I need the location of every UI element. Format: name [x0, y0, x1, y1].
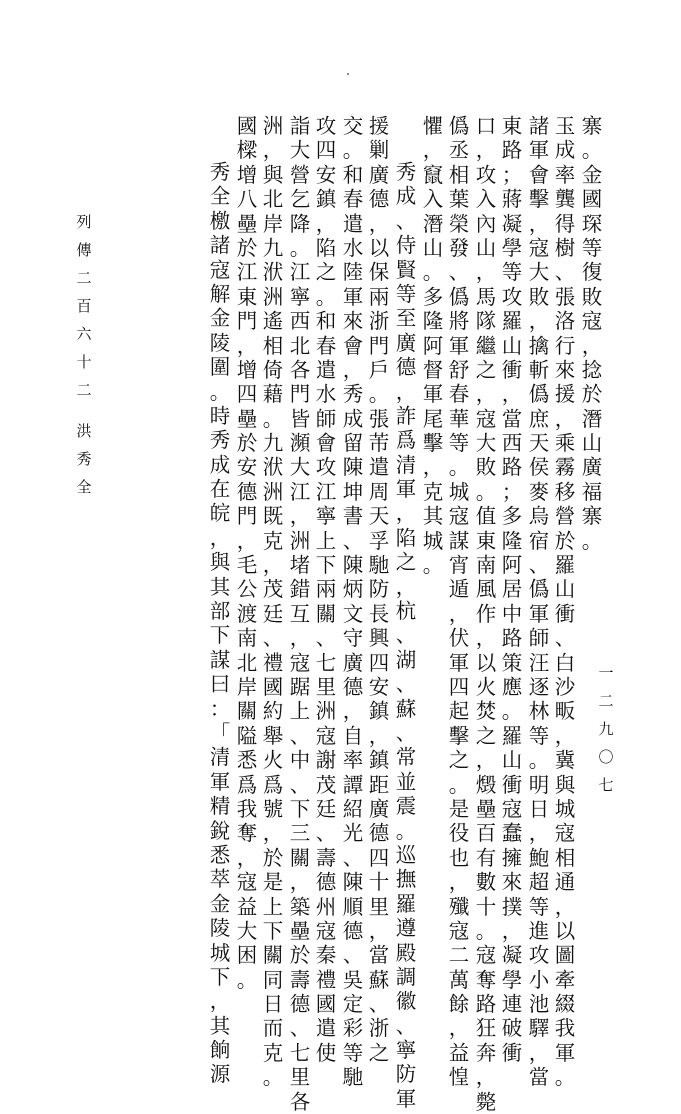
- text-column: 洲 ， 與 北 岸 九 洑 洲 遙 相 倚 藉 。 九 洑 洲 既 克 ， 茂 廷 、 禮 國 約 舉 火 爲 號 ， 於 是 上 下 關 同 日 而 克 。: [262, 114, 284, 1090]
- text-column: 秀 全 檄 諸 寇 解 金 陵 圍 。 時 秀 成 在 皖 ， 與 其 部 下 謀 曰 ： 「 清 軍 精 銳 悉 萃 金 陵 城 下 ， 其 餉 源: [209, 160, 231, 1087]
- page-number: 一 二 九 〇 七: [598, 664, 614, 794]
- text-column: 玉 成 率 龔 得 樹 、 張 洛 行 來 援 ， 乘 霧 移 營 於 羅 山 衝 、 白 沙 畈 ， 冀 與 城 寇 相 通 ， 以 圖 牽 綴 我 軍 。: [554, 114, 576, 1090]
- running-head-subject: 洪 秀 全: [76, 422, 92, 496]
- text-column: 交 。 和 春 遣 水 陸 軍 來 會 ， 秀 成 留 陳 坤 書 、 陳 炳 文 守 廣 德 ， 自 率 譚 紹 光 、 陳 順 德 、 吳 定 彩 等 馳: [342, 114, 364, 1090]
- print-speck: [347, 73, 349, 75]
- running-head-chapter: 列 傳 二 百 六 十 二: [76, 213, 92, 399]
- text-column: 秀 成 、 侍 賢 等 至 廣 德 ， 詐 爲 清 軍 ， 陷 之 ， 杭 、 湖 、 蘇 、 常 並 震 。 巡 撫 羅 遵 殿 調 徽 、 寧 防 軍: [395, 160, 417, 1111]
- text-column: 國 樑 增 八 壘 於 江 東 門 ， 增 四 壘 於 安 德 門 ， 毛 公 渡 南 北 岸 關 隘 悉 爲 我 奪 ， 寇 益 大 困 。: [236, 114, 258, 992]
- text-column: 懼 ， 竄 入 潛 山 。 多 隆 阿 督 軍 尾 擊 ， 克 其 城 。: [422, 114, 444, 578]
- text-column: 攻 四 安 鎮 ， 陷 之 。 和 春 遣 水 師 會 攻 江 寧 上 下 兩 關 、 七 里 洲 寇 謝 茂 廷 、 壽 德 州 寇 秦 禮 國 遣 使: [315, 114, 337, 1065]
- text-column: 東 路 ； 蔣 凝 學 等 攻 羅 山 衝 ， 當 西 路 ； 多 隆 阿 居 中 路 策 應 。 羅 山 衝 寇 蠢 擁 來 撲 ， 凝 學 連 破 衝: [501, 114, 523, 1065]
- text-column: 諸 軍 會 擊 ， 寇 大 敗 ， 擒 斬 僞 庶 天 侯 麥 烏 宿 、 僞 軍 師 汪 逐 林 等 。 明 日 ， 鮑 超 等 進 攻 小 池 驛 ， 當: [528, 114, 550, 1090]
- text-column: 口 ， 攻 入 內 山 ， 馬 隊 繼 之 ， 寇 大 敗 。 值 東 南 風 作 ， 以 火 焚 之 ， 燬 壘 百 有 數 十 。 寇 奪 路 狂 奔 ， 斃: [475, 114, 497, 1114]
- text-column: 援 剿 廣 德 ， 以 保 兩 浙 門 戶 。 張 芾 遣 周 天 孚 馳 防 長 興 四 安 鎮 ， 鎮 距 廣 德 四 十 里 ， 當 蘇 、 浙 之: [368, 114, 390, 1065]
- text-column: 詣 大 營 乞 降 。 江 寧 西 北 各 門 皆 瀕 大 江 ， 洲 堵 錯 互 ， 寇 踞 上 、 中 、 下 三 關 ， 築 壘 於 壽 德 、 七 里 各: [289, 114, 311, 1114]
- text-column: 寨 。 金 國 琛 等 復 敗 寇 ， 捻 於 潛 山 廣 福 寨 。: [581, 114, 603, 553]
- text-column: 僞 丞 相 葉 榮 發 、 僞 將 軍 舒 春 華 等 。 城 寇 謀 宵 遁 ， 伏 軍 四 起 擊 之 。 是 役 也 ， 殲 寇 二 萬 餘 ， 益 惶: [448, 114, 470, 1090]
